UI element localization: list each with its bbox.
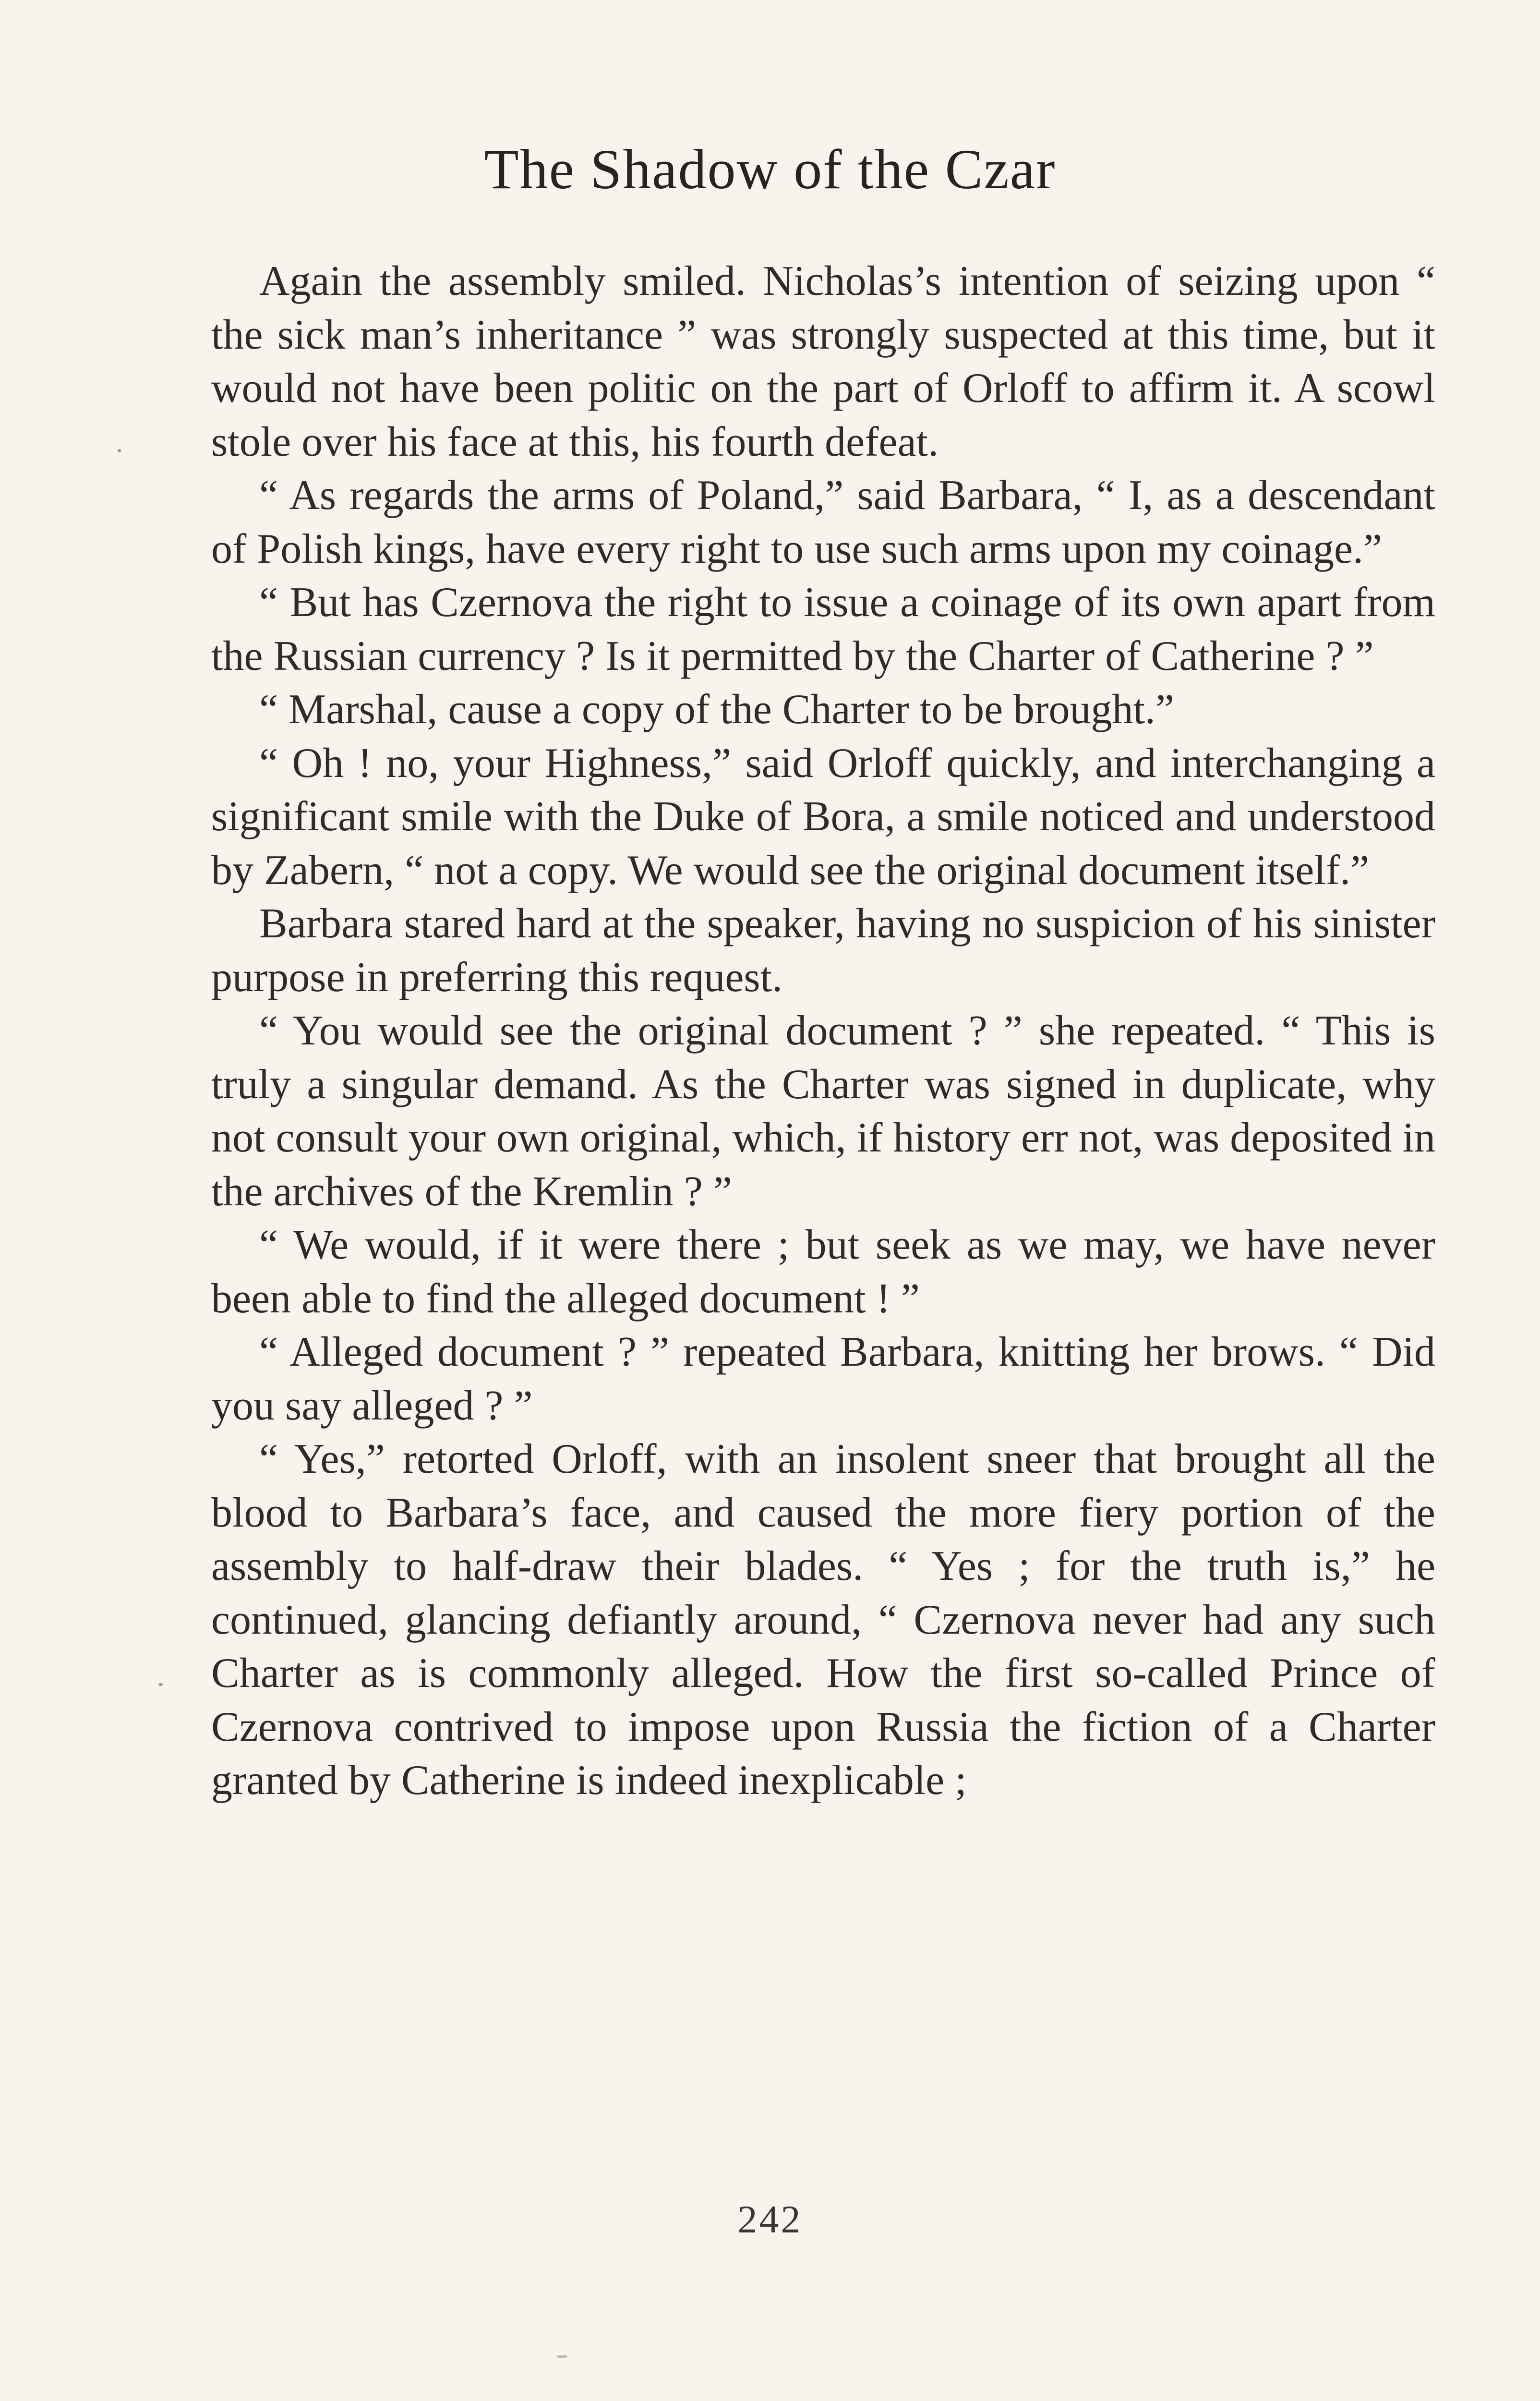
paragraph: “ You would see the original document ? ” she repeated. “ This is truly a singular demand. As the Charter was signed in duplicate, why not consult your own original, which, if history err not, was deposited in the archives of the Kremlin ? ” — [211, 1007, 1435, 1215]
page-number: 242 — [737, 2197, 803, 2241]
paragraph: Barbara stared hard at the speaker, having no suspicion of his sinister purpose in preferring this request. — [211, 900, 1435, 1001]
paper-speck — [557, 2355, 567, 2358]
paragraph: Again the assembly smiled. Nicholas’s intention of seizing upon “ the sick man’s inheritance ” was strongly suspected at this time, but it would not have been politic on the part of Orloff to affirm it. A scowl stole over his face at this, his fourth defeat. — [211, 258, 1435, 465]
paper-speck — [118, 449, 121, 452]
paragraph: “ Marshal, cause a copy of the Charter to be brought.” — [259, 686, 1174, 733]
paragraph: “ Alleged document ? ” repeated Barbara, knitting her brows. “ Did you say alleged ? ” — [211, 1329, 1435, 1429]
paper-speck — [158, 1683, 163, 1686]
paragraph: “ But has Czernova the right to issue a coinage of its own apart from the Russian currency ? Is it permitted by the Charter of Catherine ? ” — [211, 579, 1435, 679]
paragraph: “ Oh ! no, your Highness,” said Orloff quickly, and interchanging a significant smile with the Duke of Bora, a smile noticed and understood by Zabern, “ not a copy. We would see the original document itself.” — [211, 740, 1435, 894]
body-text — [211, 255, 1435, 1807]
paragraph: “ Yes,” retorted Orloff, with an insolent sneer that brought all the blood to Barbara’s face, and caused the more fiery portion of the assembly to half-draw their blades. “ Yes ; for the truth is,” he continued, glancing defiantly around, “ Czernova never had any such Charter as is commonly alleged. How the first so-called Prince of Czernova contrived to impose upon Russia the fiction of a Charter granted by Catherine is indeed inexplicable ; — [211, 1436, 1435, 1804]
paragraph: “ We would, if it were there ; but seek as we may, we have never been able to find the alleged document ! ” — [211, 1222, 1435, 1322]
paragraph: “ As regards the arms of Poland,” said Barbara, “ I, as a descendant of Polish kings, have every right to use such arms upon my coinage.” — [211, 472, 1435, 572]
running-title: The Shadow of the Czar — [484, 138, 1056, 201]
